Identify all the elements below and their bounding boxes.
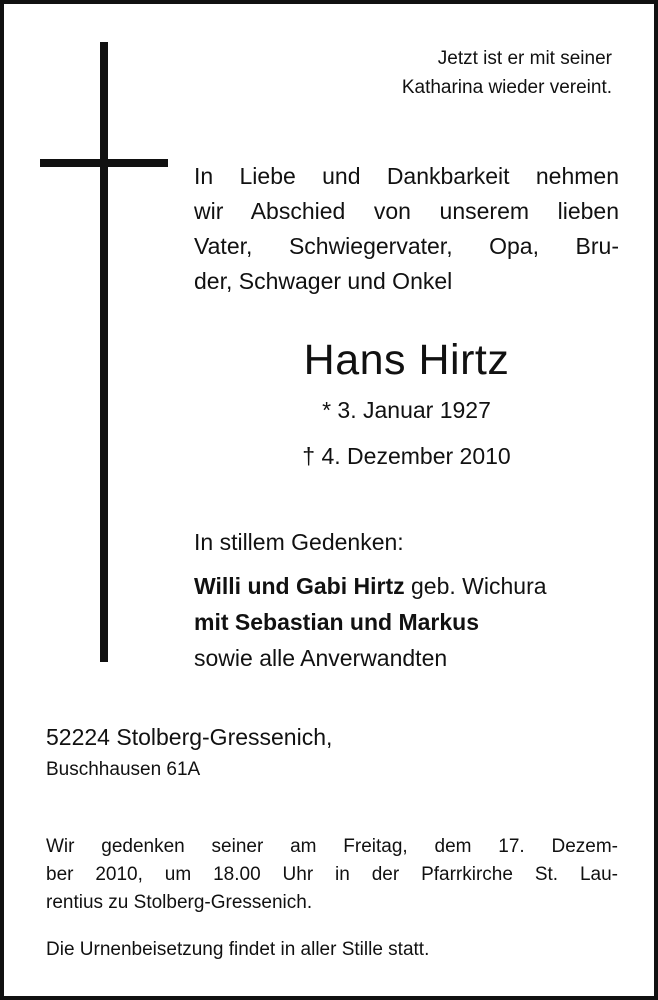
urn-burial-note: Die Urnenbeisetzung findet in aller Stille statt. (46, 939, 430, 960)
intro-text (194, 159, 619, 299)
mourners-heading: In stillem Gedenken: (194, 529, 404, 555)
intro-line: wir Abschied von unserem lieben (194, 198, 619, 224)
mourners-names: Willi und Gabi Hirtz (194, 573, 405, 599)
mourners-relatives: sowie alle Anverwandten (194, 645, 448, 671)
address-street: Buschhausen 61A (46, 759, 201, 780)
memorial-line: Wir gedenken seiner am Freitag, dem 17. Dezem- (46, 836, 618, 857)
intro-line: der, Schwager und Onkel (194, 268, 453, 294)
intro-line: Vater, Schwiegervater, Opa, Bru- (194, 233, 619, 259)
memorial-line: rentius zu Stolberg-Gressenich. (46, 892, 313, 913)
cross-horizontal-bar (40, 159, 168, 167)
death-date: † 4. Dezember 2010 (302, 443, 511, 469)
mourners-primary (194, 568, 624, 604)
mourners-children: mit Sebastian und Markus (194, 609, 480, 635)
address-city: 52224 Stolberg-Gressenich, (46, 724, 333, 750)
birth-date: * 3. Januar 1927 (322, 397, 491, 423)
memorial-service-text (46, 833, 618, 917)
deceased-name: Hans Hirtz (303, 336, 510, 384)
memorial-line: ber 2010, um 18.00 Uhr in der Pfarrkirche St. Lau- (46, 864, 618, 885)
family-address (46, 720, 606, 785)
mourners-section (194, 524, 624, 676)
quote-line: Jetzt ist er mit seiner (437, 48, 612, 69)
maiden-name: geb. Wichura (404, 573, 547, 599)
opening-quote (292, 44, 612, 102)
cross-vertical-bar (100, 42, 108, 662)
intro-line: In Liebe und Dankbarkeit nehmen (194, 163, 619, 189)
quote-line: Katharina wieder vereint. (401, 77, 612, 98)
